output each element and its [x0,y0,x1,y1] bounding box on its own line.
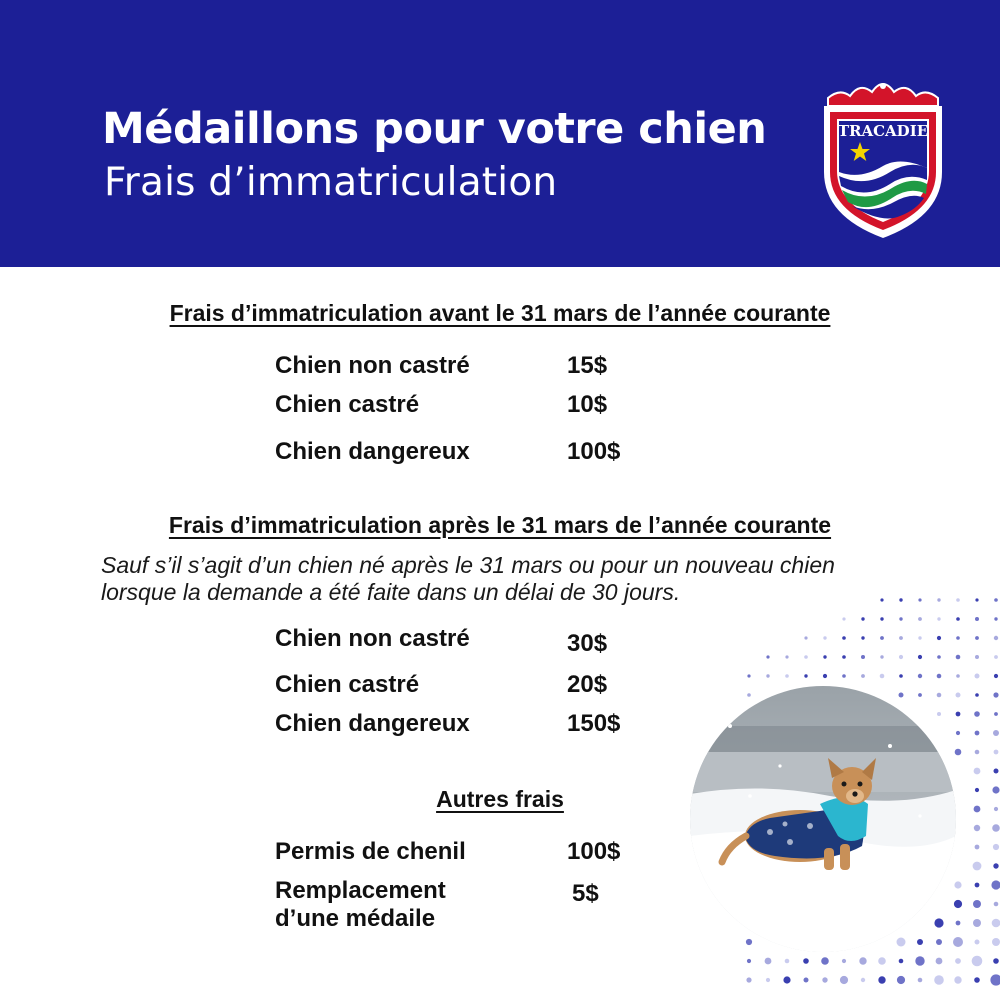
fee-label-line: Remplacement [275,877,446,904]
fee-price: 100$ [567,838,621,865]
decor-dot [897,976,905,984]
decor-dot [918,617,922,621]
decor-dot [975,940,980,945]
decor-dot [747,674,750,677]
decor-dot [993,958,999,964]
exception-note-line: Sauf s’il s’agit d’un chien né après le 31 mars ou pour un nouveau chien [101,552,835,578]
decor-dot [975,750,980,755]
section-heading-before: Frais d’immatriculation avant le 31 mars de l’année courante [169,300,831,326]
decor-dot [783,976,790,983]
decor-dot [804,636,807,639]
decor-dot [859,957,866,964]
decor-dot [880,674,885,679]
header-banner [0,0,1000,267]
decor-dot [975,598,978,601]
crest-text: TRACADIE [837,122,929,140]
fee-label: Chien non castré [275,625,470,652]
decor-dot [992,919,1000,928]
decor-dot [765,958,772,965]
decor-dot [975,693,979,697]
decor-dot [823,674,827,678]
fee-label [275,877,505,933]
decor-dot [992,938,1000,946]
decor-dot [861,674,865,678]
exception-note-line: lorsque la demande a été faite dans un délai de 30 jours. [101,579,681,605]
dog-in-snow-photo [690,686,956,952]
decor-dot [915,956,924,965]
decor-dot [972,956,983,967]
decor-dot [766,978,770,982]
decor-dot [991,880,1000,889]
decor-dot [878,976,885,983]
decor-dot [840,976,848,984]
fee-label: Chien castré [275,391,420,418]
decor-dot [956,712,961,717]
fee-label: Chien dangereux [275,710,470,737]
decor-dot [975,636,979,640]
decor-dot [992,824,1000,832]
decor-dot [861,617,864,620]
decor-dot [785,959,790,964]
decor-dot [746,977,751,982]
decor-dot [994,598,998,602]
decor-dot [973,862,982,871]
page-title: Médaillons pour votre chien [102,104,767,154]
decor-dot [918,655,922,659]
decor-dot [956,674,960,678]
exception-note [101,552,961,606]
decor-dot [918,636,921,639]
decor-dot [956,617,960,621]
decor-dot [804,674,807,677]
decor-dot [975,731,980,736]
decor-dot [993,863,998,868]
decor-dot [994,750,999,755]
decor-dot [974,711,980,717]
decor-dot [994,636,998,640]
decor-dot [956,921,961,926]
decor-dot [973,900,981,908]
fee-price: 100$ [567,438,621,465]
decor-dot [955,958,961,964]
decor-dot [861,636,864,639]
decor-dot [822,977,827,982]
decor-dot [804,655,808,659]
decor-dot [899,617,902,620]
decor-dot [880,636,884,640]
page-subtitle: Frais d’immatriculation [104,160,558,205]
decor-dot [918,978,923,983]
decor-dot [878,957,886,965]
section-heading-after: Frais d’immatriculation après le 31 mars de l’année courante [168,512,832,538]
decor-dot [994,769,999,774]
fee-label: Permis de chenil [275,838,466,865]
other-fees-heading: Autres frais [436,786,564,812]
decor-dot [954,976,961,983]
decor-dot [956,655,961,660]
fee-price: 20$ [567,671,608,698]
fee-price: 150$ [567,710,621,737]
decor-dot [937,636,941,640]
decor-dot [974,768,981,775]
tracadie-crest-icon [820,76,946,240]
decor-dot [956,636,960,640]
decor-dot [861,655,865,659]
fee-label: Chien castré [275,671,420,698]
decor-dot [994,617,997,620]
decor-dot [842,655,846,659]
fee-price: 10$ [567,391,608,418]
decor-dot [937,617,940,620]
decor-dot [899,655,903,659]
decor-dot [899,674,903,678]
decor-dot [993,692,998,697]
decor-dot [936,958,943,965]
decor-dot [974,825,980,831]
decor-dot [994,655,998,659]
decor-dot [823,655,826,658]
decor-dot [994,674,998,678]
decor-dot [766,655,769,658]
fee-label: Chien dangereux [275,438,470,465]
decor-dot [899,959,904,964]
decor-dot [821,957,829,965]
decor-dot [975,883,980,888]
decor-dot [747,959,751,963]
fee-price: 30$ [567,630,608,657]
decor-dot [880,617,883,620]
decor-dot [934,975,944,985]
fee-price: 15$ [567,352,608,379]
decor-dot [823,636,826,639]
decor-dot [975,845,980,850]
decor-dot [842,959,846,963]
decor-dot [918,674,922,678]
decor-dot [937,655,941,659]
decor-dot [973,919,981,927]
fee-label-line: d’une médaile [275,905,436,932]
decor-dot [842,674,846,678]
decor-dot [993,844,999,850]
decor-dot [937,674,942,679]
decor-dot [975,617,979,621]
fee-label: Chien non castré [275,352,470,379]
decor-dot [994,712,998,716]
fee-price: 5$ [572,880,599,907]
decor-dot [785,655,788,658]
decor-dot [804,978,809,983]
decor-dot [974,977,980,983]
decor-dot [803,958,809,964]
decor-dot [975,674,980,679]
decor-dot [956,693,961,698]
decor-dot [861,978,865,982]
decor-dot [899,636,903,640]
decor-dot [990,974,1000,985]
decor-dot [956,731,960,735]
decor-dot [993,730,999,736]
decor-dot [785,674,789,678]
decor-dot [880,655,883,658]
decor-dot [975,655,979,659]
decor-dot [842,636,846,640]
decor-dot [842,617,845,620]
decor-dot [994,902,999,907]
decor-dot [766,674,769,677]
